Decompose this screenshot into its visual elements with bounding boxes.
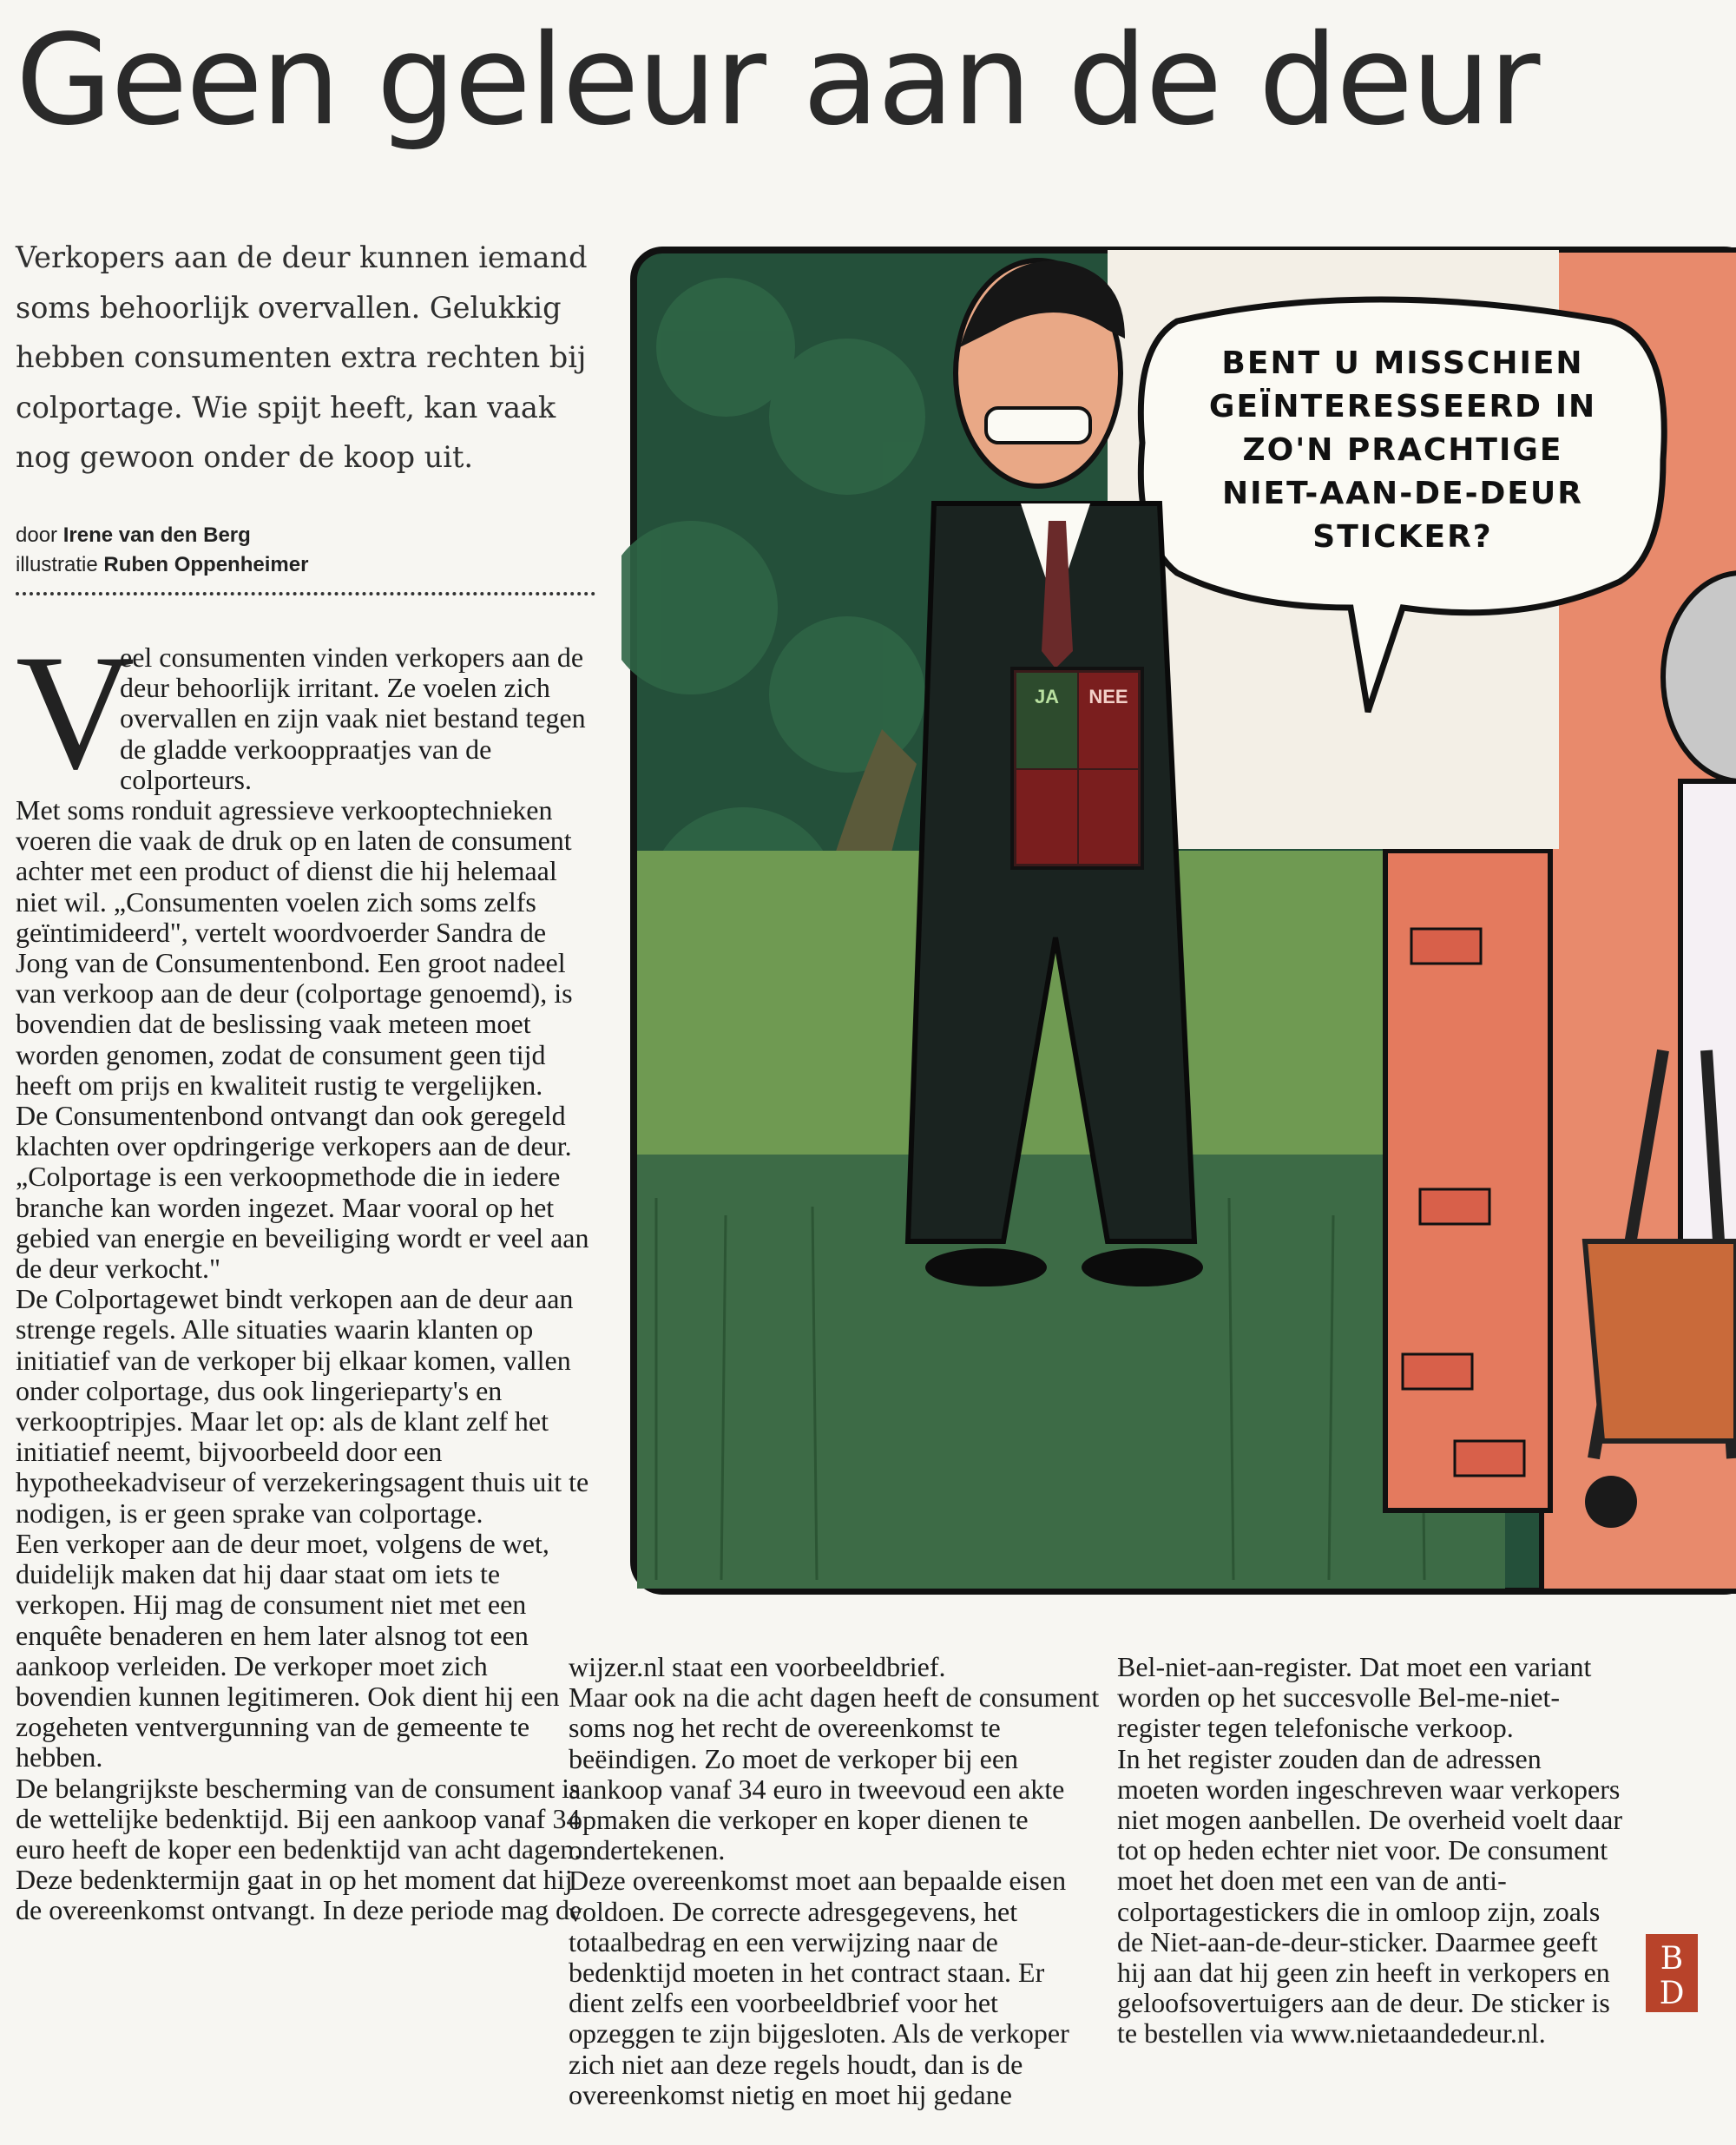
section-logo xyxy=(1646,1934,1698,2012)
grass-foreground xyxy=(637,1155,1505,1589)
headline: Geen geleur aan de deur xyxy=(16,7,1539,153)
logo-letter-bottom: D xyxy=(1659,1976,1685,2011)
article-column-2 xyxy=(569,1652,1100,2138)
paragraph: Deze overeenkomst moet aan bepaalde eisen voldoen. De correcte adresgegevens, het totaalbedrag en een verwijzing naar de bedenktijd moeten in het contract staan. Er dient zelfs een voorbeeldbrief voor het opzeggen te zijn bijgesloten. Als de verkoper zich niet aan deze regels houdt, dan is de overeenkomst nietig en moet hij gedane xyxy=(569,1865,1069,2110)
bubble-line-4: NIET-AAN-DE-DEUR xyxy=(1222,476,1583,511)
cartoon-svg xyxy=(621,243,1736,1602)
intro-lede: Verkopers aan de deur kunnen iemand soms behoorlijk overvallen. Gelukkig hebben consumenten extra rechten bij colportage. Wie spijt heeft, kan vaak nog gewoon onder de koop uit. xyxy=(16,240,588,474)
dotted-divider xyxy=(16,592,595,595)
article-column-1 xyxy=(16,642,595,2131)
paragraph: De belangrijkste bescherming van de consument is de wettelijke bedenktijd. Bij een aankoop vanaf 34 euro heeft de koper een bedenktijd van acht dagen. Deze bedenktermijn gaat in op het moment dat hij de overeenkomst ontvangt. In deze periode mag de xyxy=(16,1772,582,1926)
paragraph: wijzer.nl staat een voorbeeldbrief. xyxy=(569,1652,946,1682)
paragraph: Maar ook na die acht dagen heeft de consument soms nog het recht de overeenkomst te beëindigen. Zo moet de verkoper bij een aankoop vanaf 34 euro in tweevoud een akte opmaken die verkoper en koper dienen te ondertekenen. xyxy=(569,1681,1100,1866)
drop-cap: V xyxy=(16,642,135,804)
card-nee-label: NEE xyxy=(1088,686,1128,707)
article-column-3 xyxy=(1117,1652,1629,2138)
byline xyxy=(16,521,589,580)
paragraph: Een verkoper aan de deur moet, volgens de wet, duidelijk maken dat hij daar staat om iets te verkopen. Hij mag de consument niet met een enquête benaderen en hem later alsnog tot een aankoop verleiden. De verkoper moet zich bovendien kunnen legitimeren. Ook dient hij een zogeheten ventvergunning van de gemeente te hebben. xyxy=(16,1527,560,1773)
author-name: Irene van den Berg xyxy=(62,523,251,547)
cartoon-illustration xyxy=(621,243,1736,1602)
paragraph: Met soms ronduit agressieve verkooptechnieken voeren die vaak de druk op en laten de consument achter met een product of dienst die hij helemaal niet wil. „Consumenten voelen zich soms zelfs geïntimideerd", vertelt woordvoerder Sandra de Jong van de Consumentenbond. Een groot nadeel van verkoop aan de deur (colportage genoemd), is bovendien dat de beslissing vaak meteen moet worden genomen, zodat de consument geen tijd heeft om prijs en kwaliteit rustig te vergelijken. xyxy=(16,794,573,1101)
bubble-line-1: BENT U MISSCHIEN xyxy=(1221,345,1584,381)
paragraph: De Colportagewet bindt verkopen aan de deur aan strenge regels. Alle situaties waarin klanten op initiatief van de verkoper bij elkaar komen, vallen onder colportage, dus ook lingerieparty's en verkooptripjes. Maar let op: als de klant zelf het initiatief neemt, bijvoorbeeld door een hypotheekadviseur of verzekeringsagent thuis uit te nodigen, is er geen sprake van colportage. xyxy=(16,1283,589,1529)
paragraph: eel consumenten vinden verkopers aan de deur behoorlijk irritant. Ze voelen zich overvallen en zijn vaak niet bestand tegen de gladde verkooppraatjes van de colporteurs. xyxy=(120,642,586,795)
author-line: door Irene van den Berg xyxy=(16,523,251,547)
logo-letter-top: B xyxy=(1660,1941,1684,1977)
paragraph: Bel-niet-aan-register. Dat moet een variant worden op het succesvolle Bel-me-niet-register tegen telefonische verkoop. xyxy=(1117,1652,1592,1744)
card-ja-label: JA xyxy=(1034,686,1060,707)
paragraph: In het register zouden dan de adressen moeten worden ingeschreven waar verkopers niet mogen aanbellen. De overheid voelt daar tot op heden echter niet voor. De consument moet het doen met een van de anti-colportagestickers die in omloop zijn, zoals de Niet-aan-de-deur-sticker. Daarmee geeft hij aan dat hij geen zin heeft in verkopers en geloofsovertuigers aan de deur. De sticker is te bestellen via www.nietaandedeur.nl. xyxy=(1117,1742,1622,2050)
illustrator-line: illustratie Ruben Oppenheimer xyxy=(16,553,309,576)
bubble-line-2: GEÏNTERESSEERD IN xyxy=(1208,389,1597,424)
bubble-line-5: STICKER? xyxy=(1312,519,1493,555)
paragraph: De Consumentenbond ontvangt dan ook geregeld klachten over opdringerige verkopers aan de deur. „Colportage is een verkoopmethode die in iedere branche kan worden ingezet. Maar vooral op het gebied van energie en beveiliging wordt er veel aan de deur verkocht." xyxy=(16,1100,589,1285)
bubble-line-3: ZO'N PRACHTIGE xyxy=(1242,432,1563,468)
illustrator-name: Ruben Oppenheimer xyxy=(103,553,309,576)
